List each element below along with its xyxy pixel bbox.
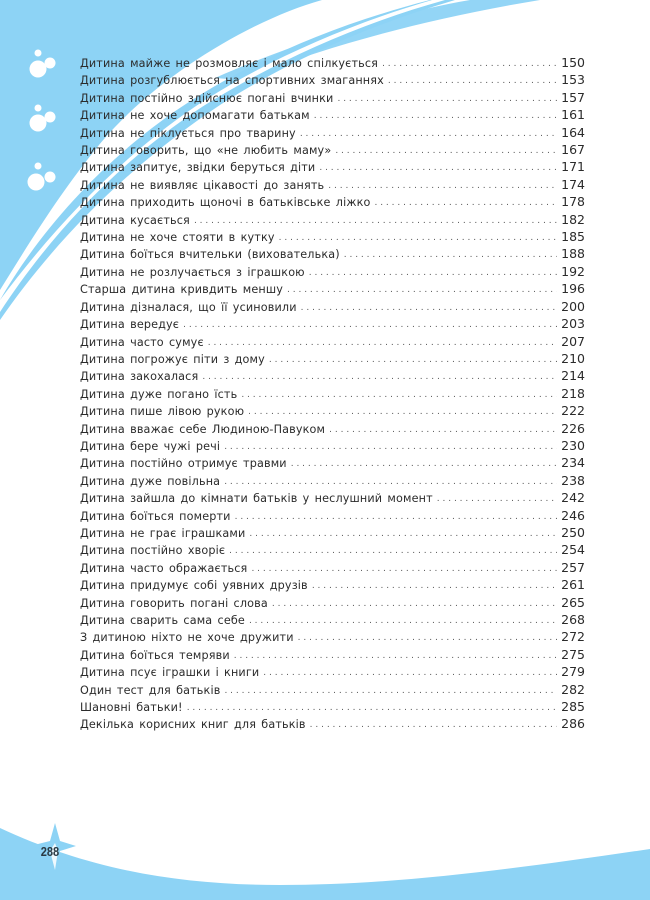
toc-entry-page: 226 — [561, 420, 585, 436]
toc-entry[interactable] — [80, 576, 585, 593]
toc-entry-title: Дитина дізналася, що її усиновили — [80, 300, 297, 314]
toc-entry-page: 238 — [561, 472, 585, 488]
dot-leader — [187, 700, 557, 717]
toc-entry-title: Дитина говорить, що «не любить маму» — [80, 144, 332, 158]
toc-entry[interactable] — [80, 472, 585, 489]
toc-entry-title: Дитина псує іграшки і книги — [80, 666, 260, 680]
toc-entry-title: З дитиною ніхто не хоче дружити — [80, 631, 294, 645]
toc-entry-title: Дитина кусається — [80, 213, 190, 227]
toc-entry-page: 234 — [561, 455, 585, 471]
dot-leader — [388, 73, 557, 90]
toc-entry-page: 246 — [561, 507, 585, 523]
toc-entry-title: Дитина постійно хворіє — [80, 544, 226, 558]
dot-leader — [224, 474, 557, 491]
toc-entry-page: 210 — [561, 350, 585, 366]
dot-leader — [328, 178, 557, 195]
toc-entry[interactable] — [80, 193, 585, 210]
toc-entry-title: Дитина дуже погано їсть — [80, 387, 238, 401]
toc-entry[interactable] — [80, 698, 585, 715]
page-number: 288 — [40, 844, 60, 859]
toc-entry-page: 257 — [561, 559, 585, 575]
toc-entry-page: 242 — [561, 490, 585, 506]
dot-leader — [437, 491, 557, 508]
toc-entry[interactable] — [80, 89, 585, 106]
toc-entry-page: 261 — [561, 577, 585, 593]
dot-leader — [234, 648, 557, 665]
toc-entry[interactable] — [80, 663, 585, 680]
toc-entry-title: Дитина не піклується про тварину — [80, 126, 296, 140]
dot-leader — [382, 56, 557, 73]
toc-entry-title: Старша дитина кривдить меншу — [80, 283, 284, 297]
dot-leader — [335, 143, 557, 160]
dot-leader — [269, 352, 557, 369]
dot-leader — [310, 717, 557, 734]
dot-leader — [374, 195, 557, 212]
toc-entry-title: Шановні батьки! — [80, 701, 183, 715]
toc-entry-title: Дитина майже не розмовляє і мало спілкується — [80, 57, 379, 70]
toc-entry-page: 200 — [561, 298, 585, 314]
toc-entry[interactable] — [80, 454, 585, 471]
dot-leader — [291, 456, 557, 473]
toc-entry-title: Дитина часто ображається — [80, 561, 248, 575]
toc-entry[interactable] — [80, 176, 585, 193]
dot-leader — [263, 665, 557, 682]
toc-entry-page: 196 — [561, 281, 585, 297]
toc-entry[interactable] — [80, 402, 585, 419]
toc-entry[interactable] — [80, 211, 585, 228]
toc-entry-title: Один тест для батьків — [80, 683, 221, 697]
toc-entry-title: Дитина запитує, звідки беруться діти — [80, 161, 316, 175]
bottom-blue-wave — [0, 828, 650, 900]
toc-entry[interactable] — [80, 280, 585, 297]
toc-entry-title: Дитина сварить сама себе — [80, 614, 245, 627]
dot-leader — [279, 230, 557, 247]
toc-entry[interactable] — [80, 559, 585, 576]
toc-entry[interactable] — [80, 245, 585, 262]
toc-entry-page: 265 — [561, 594, 585, 610]
dot-leader — [224, 683, 557, 700]
toc-entry-title: Дитина боїться темряви — [80, 648, 230, 662]
dot-leader — [312, 578, 557, 595]
table-of-contents — [80, 54, 585, 733]
toc-entry[interactable] — [80, 541, 585, 558]
toc-entry-title: Дитина придумує собі уявних друзів — [80, 579, 308, 593]
toc-entry-page: 164 — [561, 124, 585, 140]
toc-entry[interactable] — [80, 715, 585, 732]
toc-entry[interactable] — [80, 437, 585, 454]
dot-leader — [300, 126, 557, 143]
toc-entry-title: Дитина постійно здійснює погані вчинки — [80, 91, 334, 105]
dot-leader — [183, 317, 557, 334]
toc-entry[interactable] — [80, 367, 585, 384]
toc-entry-title: Дитина не грає іграшками — [80, 526, 246, 540]
toc-entry-title: Дитина дуже повільна — [80, 474, 221, 488]
dot-leader — [194, 213, 557, 230]
toc-entry-page: 222 — [561, 403, 585, 419]
toc-entry[interactable] — [80, 315, 585, 332]
toc-entry[interactable] — [80, 594, 585, 611]
toc-entry-page: 178 — [561, 194, 585, 210]
dot-leader — [229, 543, 557, 560]
dot-leader — [319, 160, 557, 177]
toc-entry[interactable] — [80, 124, 585, 141]
toc-entry-page: 250 — [561, 524, 585, 540]
toc-entry-page: 275 — [561, 646, 585, 662]
toc-entry[interactable] — [80, 141, 585, 158]
dot-leader — [272, 596, 557, 613]
dot-leader — [301, 300, 557, 317]
toc-entry-title: Дитина пише лівою рукою — [80, 405, 245, 419]
toc-entry-title: Дитина боїться вчительки (вихователька) — [80, 248, 340, 262]
toc-entry-page: 188 — [561, 246, 585, 262]
toc-entry-page: 254 — [561, 542, 585, 558]
toc-entry-page: 157 — [561, 89, 585, 105]
toc-entry[interactable] — [80, 158, 585, 175]
toc-entry-page: 207 — [561, 333, 585, 349]
dot-leader — [251, 561, 557, 578]
toc-entry-page: 174 — [561, 176, 585, 192]
toc-entry-page: 171 — [561, 159, 585, 175]
toc-entry-page: 282 — [561, 681, 585, 697]
toc-entry[interactable] — [80, 681, 585, 698]
dot-leader — [249, 613, 557, 630]
toc-entry-page: 150 — [561, 55, 585, 70]
toc-entry[interactable] — [80, 350, 585, 367]
toc-entry-title: Дитина постійно отримує травми — [80, 457, 287, 471]
toc-entry-title: Декілька корисних книг для батьків — [80, 718, 306, 732]
toc-entry[interactable] — [80, 71, 585, 88]
dot-leader — [344, 247, 557, 264]
toc-entry[interactable] — [80, 524, 585, 541]
toc-entry[interactable] — [80, 420, 585, 437]
toc-entry[interactable] — [80, 54, 585, 71]
toc-entry-page: 230 — [561, 437, 585, 453]
dot-leader — [249, 526, 557, 543]
toc-entry-title: Дитина вважає себе Людиною-Павуком — [80, 422, 326, 436]
toc-entry-title: Дитина приходить щоночі в батьківське ліжко — [80, 196, 371, 210]
dot-leader — [202, 369, 557, 386]
toc-entry[interactable] — [80, 489, 585, 506]
dot-leader — [241, 387, 557, 404]
dot-leader — [309, 265, 557, 282]
toc-entry[interactable] — [80, 507, 585, 524]
dot-leader — [298, 630, 557, 647]
dot-leader — [314, 108, 557, 125]
toc-entry-page: 279 — [561, 664, 585, 680]
toc-entry-page: 153 — [561, 72, 585, 88]
dot-leader — [208, 335, 557, 352]
toc-entry-title: Дитина розгублюється на спортивних змаганнях — [80, 74, 384, 88]
toc-entry-title: Дитина говорить погані слова — [80, 596, 268, 610]
toc-entry-title: Дитина боїться померти — [80, 509, 231, 523]
toc-entry-page: 161 — [561, 107, 585, 123]
toc-entry-page: 214 — [561, 368, 585, 384]
toc-entry[interactable] — [80, 385, 585, 402]
toc-entry-page: 272 — [561, 629, 585, 645]
toc-entry-page: 285 — [561, 699, 585, 715]
toc-entry-title: Дитина вередує — [80, 318, 180, 332]
toc-entry-page: 167 — [561, 142, 585, 158]
toc-entry[interactable] — [80, 628, 585, 645]
toc-entry-title: Дитина закохалася — [80, 370, 199, 384]
toc-entry-page: 185 — [561, 229, 585, 245]
toc-entry-page: 182 — [561, 211, 585, 227]
toc-entry[interactable] — [80, 333, 585, 350]
toc-entry[interactable] — [80, 228, 585, 245]
toc-entry-title: Дитина не хоче допомагати батькам — [80, 109, 310, 123]
toc-entry[interactable] — [80, 298, 585, 315]
toc-entry-title: Дитина не виявляє цікавості до занять — [80, 178, 325, 192]
toc-entry-title: Дитина не розлучається з іграшкою — [80, 265, 305, 279]
toc-entry-title: Дитина не хоче стояти в кутку — [80, 231, 275, 245]
toc-entry-page: 286 — [561, 716, 585, 732]
dot-leader — [248, 404, 557, 421]
dot-leader — [329, 422, 557, 439]
dot-leader — [235, 509, 557, 526]
dot-leader — [224, 439, 557, 456]
toc-entry-title: Дитина зайшла до кімнати батьків у неслушний момент — [80, 492, 433, 506]
toc-entry-page: 268 — [561, 612, 585, 627]
toc-entry-page: 203 — [561, 316, 585, 332]
toc-entry-title: Дитина погрожує піти з дому — [80, 352, 265, 366]
toc-entry-title: Дитина бере чужі речі — [80, 439, 221, 453]
toc-entry[interactable] — [80, 611, 585, 628]
toc-entry-page: 218 — [561, 385, 585, 401]
page-number-badge — [24, 826, 76, 878]
toc-entry-title: Дитина часто сумує — [80, 335, 204, 349]
toc-entry[interactable] — [80, 263, 585, 280]
toc-entry[interactable] — [80, 646, 585, 663]
toc-entry-page: 192 — [561, 263, 585, 279]
dot-leader — [287, 282, 557, 299]
toc-entry[interactable] — [80, 106, 585, 123]
dot-leader — [337, 91, 557, 108]
